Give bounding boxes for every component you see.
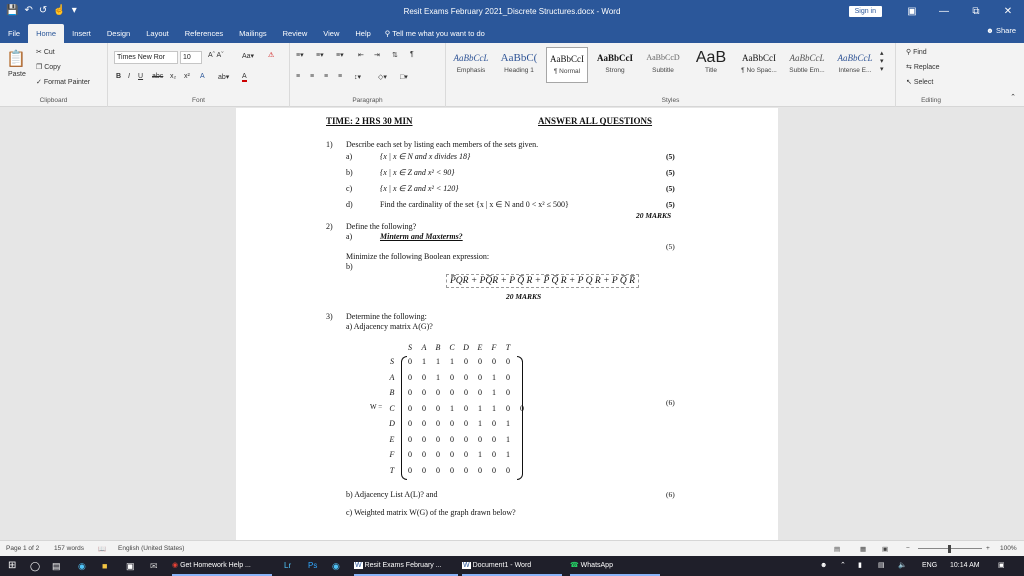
print-layout-icon[interactable]: ▦ xyxy=(860,546,867,553)
q3a-marks: (6) xyxy=(666,398,675,407)
matrix-cell: 0 xyxy=(464,403,468,413)
matrix-cell: 1 xyxy=(450,357,454,366)
matrix-col-header: D xyxy=(463,343,469,352)
decrease-indent-icon[interactable]: ⇤ xyxy=(358,52,364,59)
clipboard-label: Clipboard xyxy=(39,97,68,104)
search-icon: ⚲ xyxy=(906,49,914,56)
q1b-marks: (5) xyxy=(666,168,675,177)
matrix-cell: 0 xyxy=(506,388,510,397)
highlight-icon[interactable]: ab▾ xyxy=(218,74,230,81)
style-intense-emphasis[interactable]: AaBbCcL Intense E... xyxy=(837,53,873,74)
clear-formatting-icon[interactable]: ⚠ xyxy=(268,52,275,59)
change-case-icon[interactable]: Aa▾ xyxy=(242,53,255,60)
q1c-label: c) xyxy=(346,184,353,193)
font-color-icon[interactable]: A xyxy=(242,73,247,80)
style-strong[interactable]: AaBbCcI Strong xyxy=(596,53,633,74)
matrix-cell: 0 xyxy=(464,419,468,428)
justify-icon[interactable]: ≡ xyxy=(338,73,343,80)
shading-icon[interactable]: ◇▾ xyxy=(378,74,387,81)
matrix-cell: 0 xyxy=(450,419,454,428)
matrix-cell: 0 xyxy=(450,465,454,475)
matrix-cell: 0 xyxy=(506,403,510,413)
matrix-row-header: T xyxy=(389,465,395,475)
word-icon: W xyxy=(355,562,362,569)
sort-icon[interactable]: ⇅ xyxy=(392,52,398,59)
matrix-cell: 0 xyxy=(492,419,496,428)
bullets-icon[interactable]: ≡▾ xyxy=(296,52,304,59)
matrix-cell: 1 xyxy=(478,403,482,413)
q2b-label: b) xyxy=(346,262,353,271)
q3c-text: c) Weighted matrix W(G) of the graph drawn below? xyxy=(346,508,516,517)
tab-insert[interactable]: Insert xyxy=(72,29,91,38)
lightbulb-icon: ⚲ xyxy=(384,29,393,38)
q2a-text: Minterm and Maxterms? xyxy=(380,232,463,241)
matrix-cell: 0 xyxy=(436,419,440,428)
matrix-cell: 1 xyxy=(492,403,496,413)
matrix-cell: 0 xyxy=(408,388,412,397)
subscript-button[interactable]: x₂ xyxy=(170,73,177,80)
q3a-text: a) Adjacency matrix A(G)? xyxy=(346,322,433,331)
photoshop-ps-icon[interactable]: Ps xyxy=(308,561,318,570)
q1-text: Describe each set by listing each members of the sets given. xyxy=(346,140,539,149)
time-heading: TIME: 2 HRS 30 MIN xyxy=(326,116,413,126)
window-title: Resit Exams February 2021_Discrete Structures.docx - Word xyxy=(403,6,621,16)
search-icon[interactable]: ◯ xyxy=(30,561,41,571)
replace-button[interactable]: ⇆ Replace xyxy=(906,64,940,71)
multilevel-list-icon[interactable]: ≡▾ xyxy=(336,52,344,59)
matrix-cell: 0 xyxy=(408,419,412,428)
matrix-cell: 0 xyxy=(408,372,412,382)
matrix-cell: 0 xyxy=(408,357,412,366)
numbering-icon[interactable]: ≡▾ xyxy=(316,52,324,59)
text-effects-icon[interactable]: A xyxy=(200,73,205,80)
quick-access-toolbar xyxy=(0,6,130,16)
status-bar xyxy=(0,540,1024,556)
matrix-row-header: C xyxy=(389,403,395,413)
photoshop-icon[interactable]: Lr xyxy=(284,561,292,570)
editing-label: Editing xyxy=(921,97,941,104)
vertical-scrollbar[interactable] xyxy=(1014,108,1024,540)
matrix-cell: 0 xyxy=(422,434,426,444)
matrix-col-header: F xyxy=(491,343,497,352)
network-icon[interactable]: ▤ xyxy=(878,562,885,569)
zoom-level[interactable]: 100% xyxy=(1000,545,1017,552)
q2-number: 2) xyxy=(326,222,333,231)
q1d-marks: (5) xyxy=(666,200,675,209)
line-spacing-icon[interactable]: ↕▾ xyxy=(354,74,362,81)
proofing-icon[interactable]: 📖 xyxy=(98,546,107,553)
whatsapp-icon: ☎ xyxy=(570,562,581,569)
matrix-col-header: T xyxy=(505,343,511,352)
borders-icon[interactable]: □▾ xyxy=(400,74,408,81)
q2-minimize-text: Minimize the following Boolean expression: xyxy=(346,252,490,261)
matrix-row-header: B xyxy=(389,388,395,397)
matrix-cell: 1 xyxy=(450,403,454,413)
volume-icon[interactable]: 🔈 xyxy=(898,562,907,569)
q2a-label: a) xyxy=(346,232,353,241)
edge-icon[interactable]: ◉ xyxy=(78,561,86,571)
page-count[interactable]: Page 1 of 2 xyxy=(6,545,40,552)
q1-total: 20 MARKS xyxy=(636,211,672,220)
title-bar xyxy=(0,0,1024,22)
q3b-marks: (6) xyxy=(666,490,675,499)
q1c-marks: (5) xyxy=(666,184,675,193)
read-mode-icon[interactable]: ▤ xyxy=(834,546,841,553)
matrix-cell: 0 xyxy=(422,388,426,397)
matrix-cell: 0 xyxy=(408,434,412,444)
cut-button[interactable]: ✂ Cut xyxy=(36,49,55,56)
matrix-cell: 0 xyxy=(422,450,426,459)
font-label: Font xyxy=(191,97,205,104)
matrix-cell: 0 xyxy=(422,403,426,413)
matrix-row-header: E xyxy=(389,434,395,444)
tab-help[interactable]: Help xyxy=(355,29,371,38)
matrix-cell: 0 xyxy=(464,434,468,444)
brush-icon: ✓ xyxy=(36,79,44,86)
q1b-text: {x | x ∈ Z and x² < 90} xyxy=(380,168,455,177)
matrix-cell: 1 xyxy=(506,450,510,459)
matrix-cell: 0 xyxy=(450,372,454,382)
language-status[interactable]: English (United States) xyxy=(118,545,185,552)
matrix-cell: 1 xyxy=(478,450,482,459)
matrix-col-header: C xyxy=(449,343,455,352)
close-button[interactable]: ✕ xyxy=(1003,5,1013,17)
zoom-out-icon[interactable]: − xyxy=(906,545,910,552)
zoom-in-icon[interactable]: + xyxy=(986,545,990,552)
instruction-heading: ANSWER ALL QUESTIONS xyxy=(538,116,653,126)
tab-review[interactable]: Review xyxy=(282,29,308,38)
matrix-cell: 0 xyxy=(450,388,454,397)
matrix-cell: 0 xyxy=(436,450,440,459)
q1-number: 1) xyxy=(326,140,333,149)
replace-icon: ⇆ xyxy=(906,64,914,71)
q1d-text: Find the cardinality of the set {x | x ∈ N and 0 < x² ≤ 500} xyxy=(380,200,569,209)
document-page[interactable] xyxy=(236,108,778,540)
ribbon-home xyxy=(0,43,1024,107)
redo-icon[interactable]: ↺ xyxy=(38,5,48,16)
style-normal[interactable]: AaBbCcI ¶ Normal xyxy=(546,47,588,83)
q1b-label: b) xyxy=(346,168,353,177)
matrix-left-bracket xyxy=(401,356,407,480)
save-icon[interactable]: 💾 xyxy=(6,5,19,16)
matrix-cell: 1 xyxy=(492,388,496,397)
tab-file[interactable]: File xyxy=(8,29,21,38)
zoom-slider-thumb[interactable] xyxy=(948,545,951,553)
matrix-cell: 0 xyxy=(506,357,510,366)
share-button[interactable]: ☻ Share xyxy=(986,26,1016,35)
copy-button[interactable]: ❐ Copy xyxy=(36,64,61,71)
font-size-select[interactable]: 10 xyxy=(180,51,202,64)
matrix-cell: 0 xyxy=(464,450,468,459)
tab-references[interactable]: References xyxy=(184,29,224,38)
clock[interactable]: 10:14 AM xyxy=(950,562,980,569)
file-explorer-icon[interactable]: ■ xyxy=(102,561,108,571)
ribbon-tabs xyxy=(0,22,1024,43)
matrix-cell: 0 xyxy=(492,434,496,444)
matrix-cell: 0 xyxy=(436,434,440,444)
style-subtle-emphasis[interactable]: AaBbCcL Subtle Em... xyxy=(789,53,825,74)
matrix-cell: 0 xyxy=(478,357,482,366)
matrix-cell: 0 xyxy=(464,357,468,366)
copy-icon: ❐ xyxy=(36,64,45,71)
matrix-row-header: F xyxy=(389,450,395,459)
q1d-label: d) xyxy=(346,200,353,209)
matrix-cell: 0 xyxy=(408,465,412,475)
style-title[interactable]: AaB Title xyxy=(695,49,727,74)
web-layout-icon[interactable]: ▣ xyxy=(882,546,889,553)
share-icon: ☻ xyxy=(986,26,996,35)
select-button[interactable]: ↖ Select xyxy=(906,79,934,86)
restore-button[interactable]: ⧉ xyxy=(972,5,980,17)
collapse-ribbon-icon[interactable]: ⌃ xyxy=(1010,94,1016,101)
editing-group xyxy=(896,43,966,107)
align-left-icon[interactable]: ≡ xyxy=(296,73,301,80)
style-heading-1[interactable]: AaBbC( Heading 1 xyxy=(500,52,538,74)
paragraph-group xyxy=(290,43,446,107)
matrix-cell: 0 xyxy=(422,372,426,382)
matrix-cell: 0 xyxy=(492,357,496,366)
matrix-cell: 0 xyxy=(478,388,482,397)
tray-chevron-icon[interactable]: ⌃ xyxy=(840,562,846,569)
matrix-cell: 0 xyxy=(464,465,468,475)
matrix-cell: 1 xyxy=(422,357,426,366)
style-emphasis[interactable]: AaBbCcL Emphasis xyxy=(453,53,489,74)
q3b-text: b) Adjacency List A(L)? and xyxy=(346,490,438,499)
tab-home[interactable]: Home xyxy=(28,24,64,43)
taskbar-whatsapp[interactable]: ☎ WhatsApp xyxy=(570,556,660,576)
taskbar-word-document1[interactable]: W Document1 - Word xyxy=(462,556,562,576)
mail-icon[interactable]: ✉ xyxy=(150,561,158,571)
input-language[interactable]: ENG xyxy=(922,562,938,569)
matrix-cell: 0 xyxy=(450,450,454,459)
battery-icon[interactable]: ▮ xyxy=(858,562,862,569)
font-group xyxy=(108,43,290,107)
taskbar xyxy=(0,556,1024,576)
matrix-cell: 0 xyxy=(464,372,468,382)
clipboard-group xyxy=(0,43,108,107)
align-right-icon[interactable]: ≡ xyxy=(324,73,329,80)
tab-view[interactable]: View xyxy=(323,29,340,38)
matrix-cell: 0 xyxy=(506,465,510,475)
chrome-icon: ◉ xyxy=(172,562,181,569)
sign-in-button[interactable]: Sign in xyxy=(849,6,882,17)
undo-icon[interactable]: ↶ xyxy=(24,5,33,16)
word-count[interactable]: 157 words xyxy=(54,545,84,552)
matrix-row-header: D xyxy=(389,419,395,428)
styles-group xyxy=(446,43,896,107)
matrix-cell: 1 xyxy=(492,372,496,382)
windows-start-icon[interactable]: ⊞ xyxy=(8,560,17,571)
matrix-cell: 0 xyxy=(506,372,510,382)
matrix-row-header: A xyxy=(389,372,395,382)
tab-layout[interactable]: Layout xyxy=(146,29,169,38)
matrix-right-bracket xyxy=(517,356,523,480)
paste-button[interactable]: Paste xyxy=(8,71,26,78)
matrix-cell: 1 xyxy=(436,372,440,382)
matrix-col-header: A xyxy=(421,343,427,352)
store-icon[interactable]: ▣ xyxy=(126,561,135,571)
matrix-cell: 1 xyxy=(506,419,510,428)
q2a-marks: (5) xyxy=(666,242,675,251)
ribbon-display-icon[interactable]: ▣ xyxy=(907,5,917,17)
boolean-expression[interactable]: P̅QR + PQ̅R + P Q̅ R + P̅ Q̅ R + P Q R + P Q̅ R̅ xyxy=(446,274,639,288)
touch-mode-icon[interactable]: ☝ xyxy=(53,5,66,16)
matrix-col-header: S xyxy=(408,343,412,352)
taskbar-word-resit[interactable]: W Resit Exams February ... xyxy=(354,556,458,576)
format-painter-button[interactable]: ✓ Format Painter xyxy=(36,79,91,86)
matrix-cell: 0 xyxy=(408,450,412,459)
tab-design[interactable]: Design xyxy=(106,29,131,38)
matrix-cell: 0 xyxy=(478,434,482,444)
matrix-cell: 0 xyxy=(436,465,440,475)
minimize-button[interactable]: — xyxy=(939,5,949,17)
q3-number: 3) xyxy=(326,312,333,321)
q1a-text: {x | x ∈ N and x divides 18} xyxy=(380,152,471,161)
matrix-cell: 0 xyxy=(422,465,426,475)
find-button[interactable]: ⚲ Find xyxy=(906,49,927,56)
cursor-icon: ↖ xyxy=(906,79,914,86)
matrix-cell: 0 xyxy=(492,450,496,459)
matrix-cell: 0 xyxy=(450,434,454,444)
q1a-label: a) xyxy=(346,152,353,161)
scissors-icon: ✂ xyxy=(36,49,44,56)
styles-scroll-icon[interactable]: ▴ ▾ ▾ xyxy=(880,50,884,73)
styles-label: Styles xyxy=(661,97,680,104)
paste-icon[interactable]: 📋 xyxy=(6,51,26,68)
taskbar-chrome-homework[interactable]: ◉ Get Homework Help ... xyxy=(172,556,272,576)
matrix-cell: 1 xyxy=(478,419,482,428)
matrix-cell: 0 xyxy=(422,419,426,428)
matrix-cell: 0 xyxy=(478,465,482,475)
document-area xyxy=(0,108,1024,540)
matrix-col-header: E xyxy=(477,343,483,352)
bold-button[interactable]: B xyxy=(116,73,122,80)
tab-mailings[interactable]: Mailings xyxy=(239,29,267,38)
align-center-icon[interactable]: ≡ xyxy=(310,73,315,80)
notifications-icon[interactable]: ▣ xyxy=(998,562,1005,569)
tell-me-search[interactable]: ⚲ Tell me what you want to do xyxy=(384,29,485,38)
matrix-cell: 0 xyxy=(464,388,468,397)
font-name-select[interactable]: Times New Ror xyxy=(114,51,178,64)
matrix-cell: 1 xyxy=(506,434,510,444)
strikethrough-button[interactable]: abc xyxy=(152,73,164,80)
paragraph-label: Paragraph xyxy=(352,97,383,104)
underline-button[interactable]: U xyxy=(138,73,144,80)
superscript-button[interactable]: x² xyxy=(184,73,190,80)
grow-font-icon[interactable]: Aˆ Aˇ xyxy=(208,52,224,59)
style-subtitle[interactable]: AaBbCcD Subtitle xyxy=(646,53,680,74)
increase-indent-icon[interactable]: ⇥ xyxy=(374,52,380,59)
style-no-spacing[interactable]: AaBbCcI ¶ No Spac... xyxy=(741,53,777,74)
matrix-cell: 0 xyxy=(478,372,482,382)
matrix-cell: 0 xyxy=(436,388,440,397)
matrix-row-header: S xyxy=(390,357,394,366)
matrix-cell: 1 xyxy=(436,357,440,366)
show-marks-icon[interactable]: ¶ xyxy=(410,51,414,58)
q1c-text: {x | x ∈ Z and x² < 120} xyxy=(380,184,459,193)
task-view-icon[interactable]: ▤ xyxy=(52,561,61,571)
q2-text: Define the following? xyxy=(346,222,417,231)
matrix-col-header: B xyxy=(435,343,441,352)
matrix-cell: 0 xyxy=(520,403,524,413)
q2-total: 20 MARKS xyxy=(506,292,542,301)
italic-button[interactable]: I xyxy=(128,73,130,80)
matrix-cell: 0 xyxy=(408,403,412,413)
q1a-marks: (5) xyxy=(666,152,675,161)
customize-qat-icon[interactable]: ▾ xyxy=(71,5,77,16)
matrix-cell: 0 xyxy=(492,465,496,475)
edge-alt-icon[interactable]: ◉ xyxy=(332,561,340,571)
matrix-cell: 0 xyxy=(436,403,440,413)
word-icon: W xyxy=(463,562,470,569)
person-icon[interactable]: ☻ xyxy=(820,562,828,569)
matrix-w-label: W = xyxy=(370,403,383,411)
q3-text: Determine the following: xyxy=(346,312,427,321)
